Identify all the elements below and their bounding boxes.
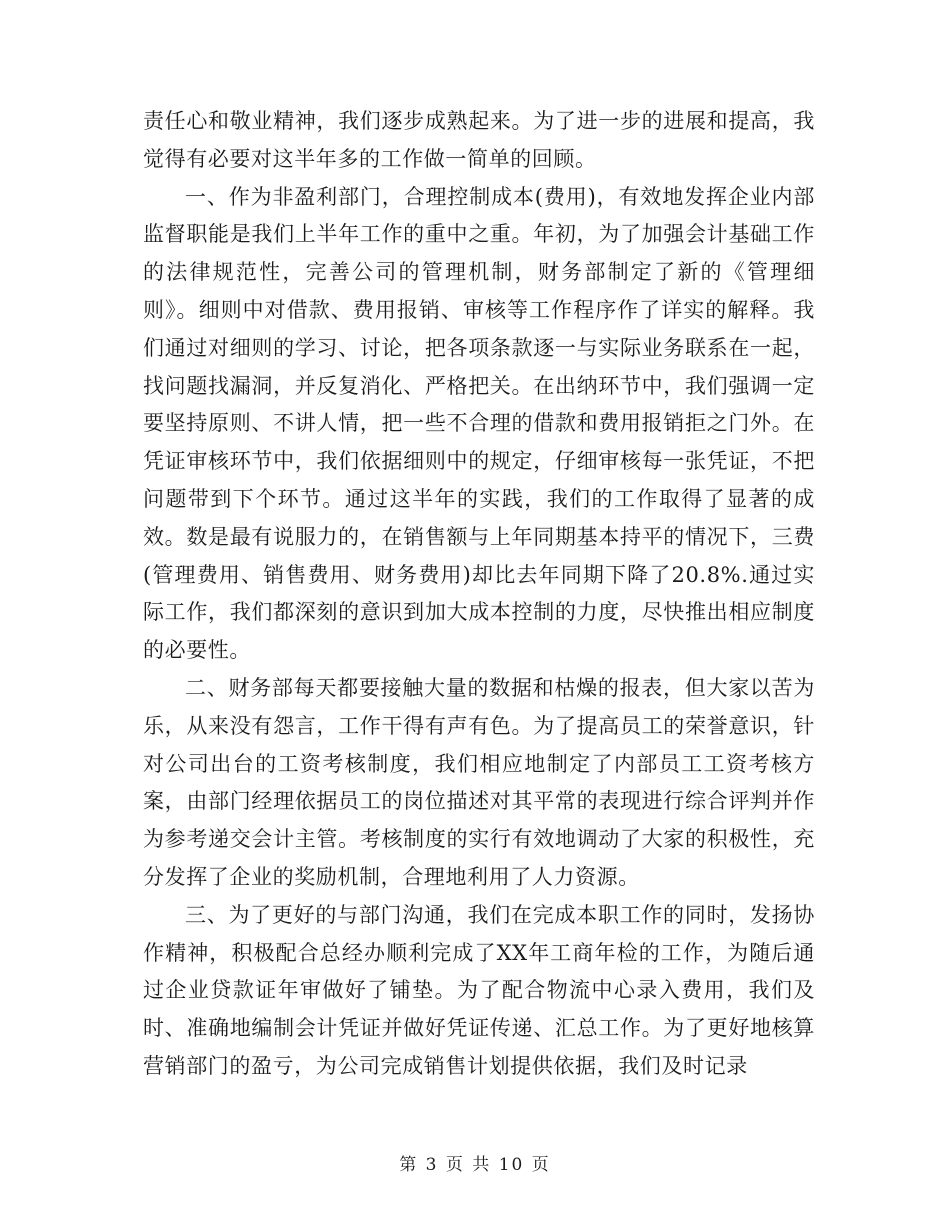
document-body	[143, 103, 815, 1086]
paragraph-section-2: 二、财务部每天都要接触大量的数据和枯燥的报表，但大家以苦为乐，从来没有怨言，工作干得有声有色。为了提高员工的荣誉意识，针对公司出台的工资考核制度，我们相应地制定了内部员工工资考核方案，由部门经理依据员工的岗位描述对其平常的表现进行综合评判并作为参考递交会计主管。考核制度的实行有效地调动了大家的积极性，充分发挥了企业的奖励机制，合理地利用了人力资源。	[143, 675, 815, 889]
paragraph-intro: 责任心和敬业精神，我们逐步成熟起来。为了进一步的进展和提高，我觉得有必要对这半年多的工作做一简单的回顾。	[143, 109, 815, 171]
page-number-footer: 第 3 页 共 10 页	[399, 1155, 551, 1175]
paragraph-section-3: 三、为了更好的与部门沟通，我们在完成本职工作的同时，发扬协作精神，积极配合总经办顺利完成了XX年工商年检的工作，为随后通过企业贷款证年审做好了铺垫。为了配合物流中心录入费用，我们及时、准确地编制会计凭证并做好凭证传递、汇总工作。为了更好地核算营销部门的盈亏，为公司完成销售计划提供依据，我们及时记录	[143, 902, 815, 1078]
paragraph-section-1: 一、作为非盈利部门，合理控制成本(费用)，有效地发挥企业内部监督职能是我们上半年工作的重中之重。年初，为了加强会计基础工作的法律规范性，完善公司的管理机制，财务部制定了新的《管理细则》。细则中对借款、费用报销、审核等工作程序作了详实的解释。我们通过对细则的学习、讨论，把各项条款逐一与实际业务联系在一起，找问题找漏洞，并反复消化、严格把关。在出纳环节中，我们强调一定要坚持原则、不讲人情，把一些不合理的借款和费用报销拒之门外。在凭证审核环节中，我们依据细则中的规定，仔细审核每一张凭证，不把问题带到下个环节。通过这半年的实践，我们的工作取得了显著的成效。数是最有说服力的，在销售额与上年同期基本持平的情况下，三费(管理费用、销售费用、财务费用)却比去年同期下降了20.8%.通过实际工作，我们都深刻的意识到加大成本控制的力度，尽快推出相应制度的必要性。	[143, 184, 815, 663]
